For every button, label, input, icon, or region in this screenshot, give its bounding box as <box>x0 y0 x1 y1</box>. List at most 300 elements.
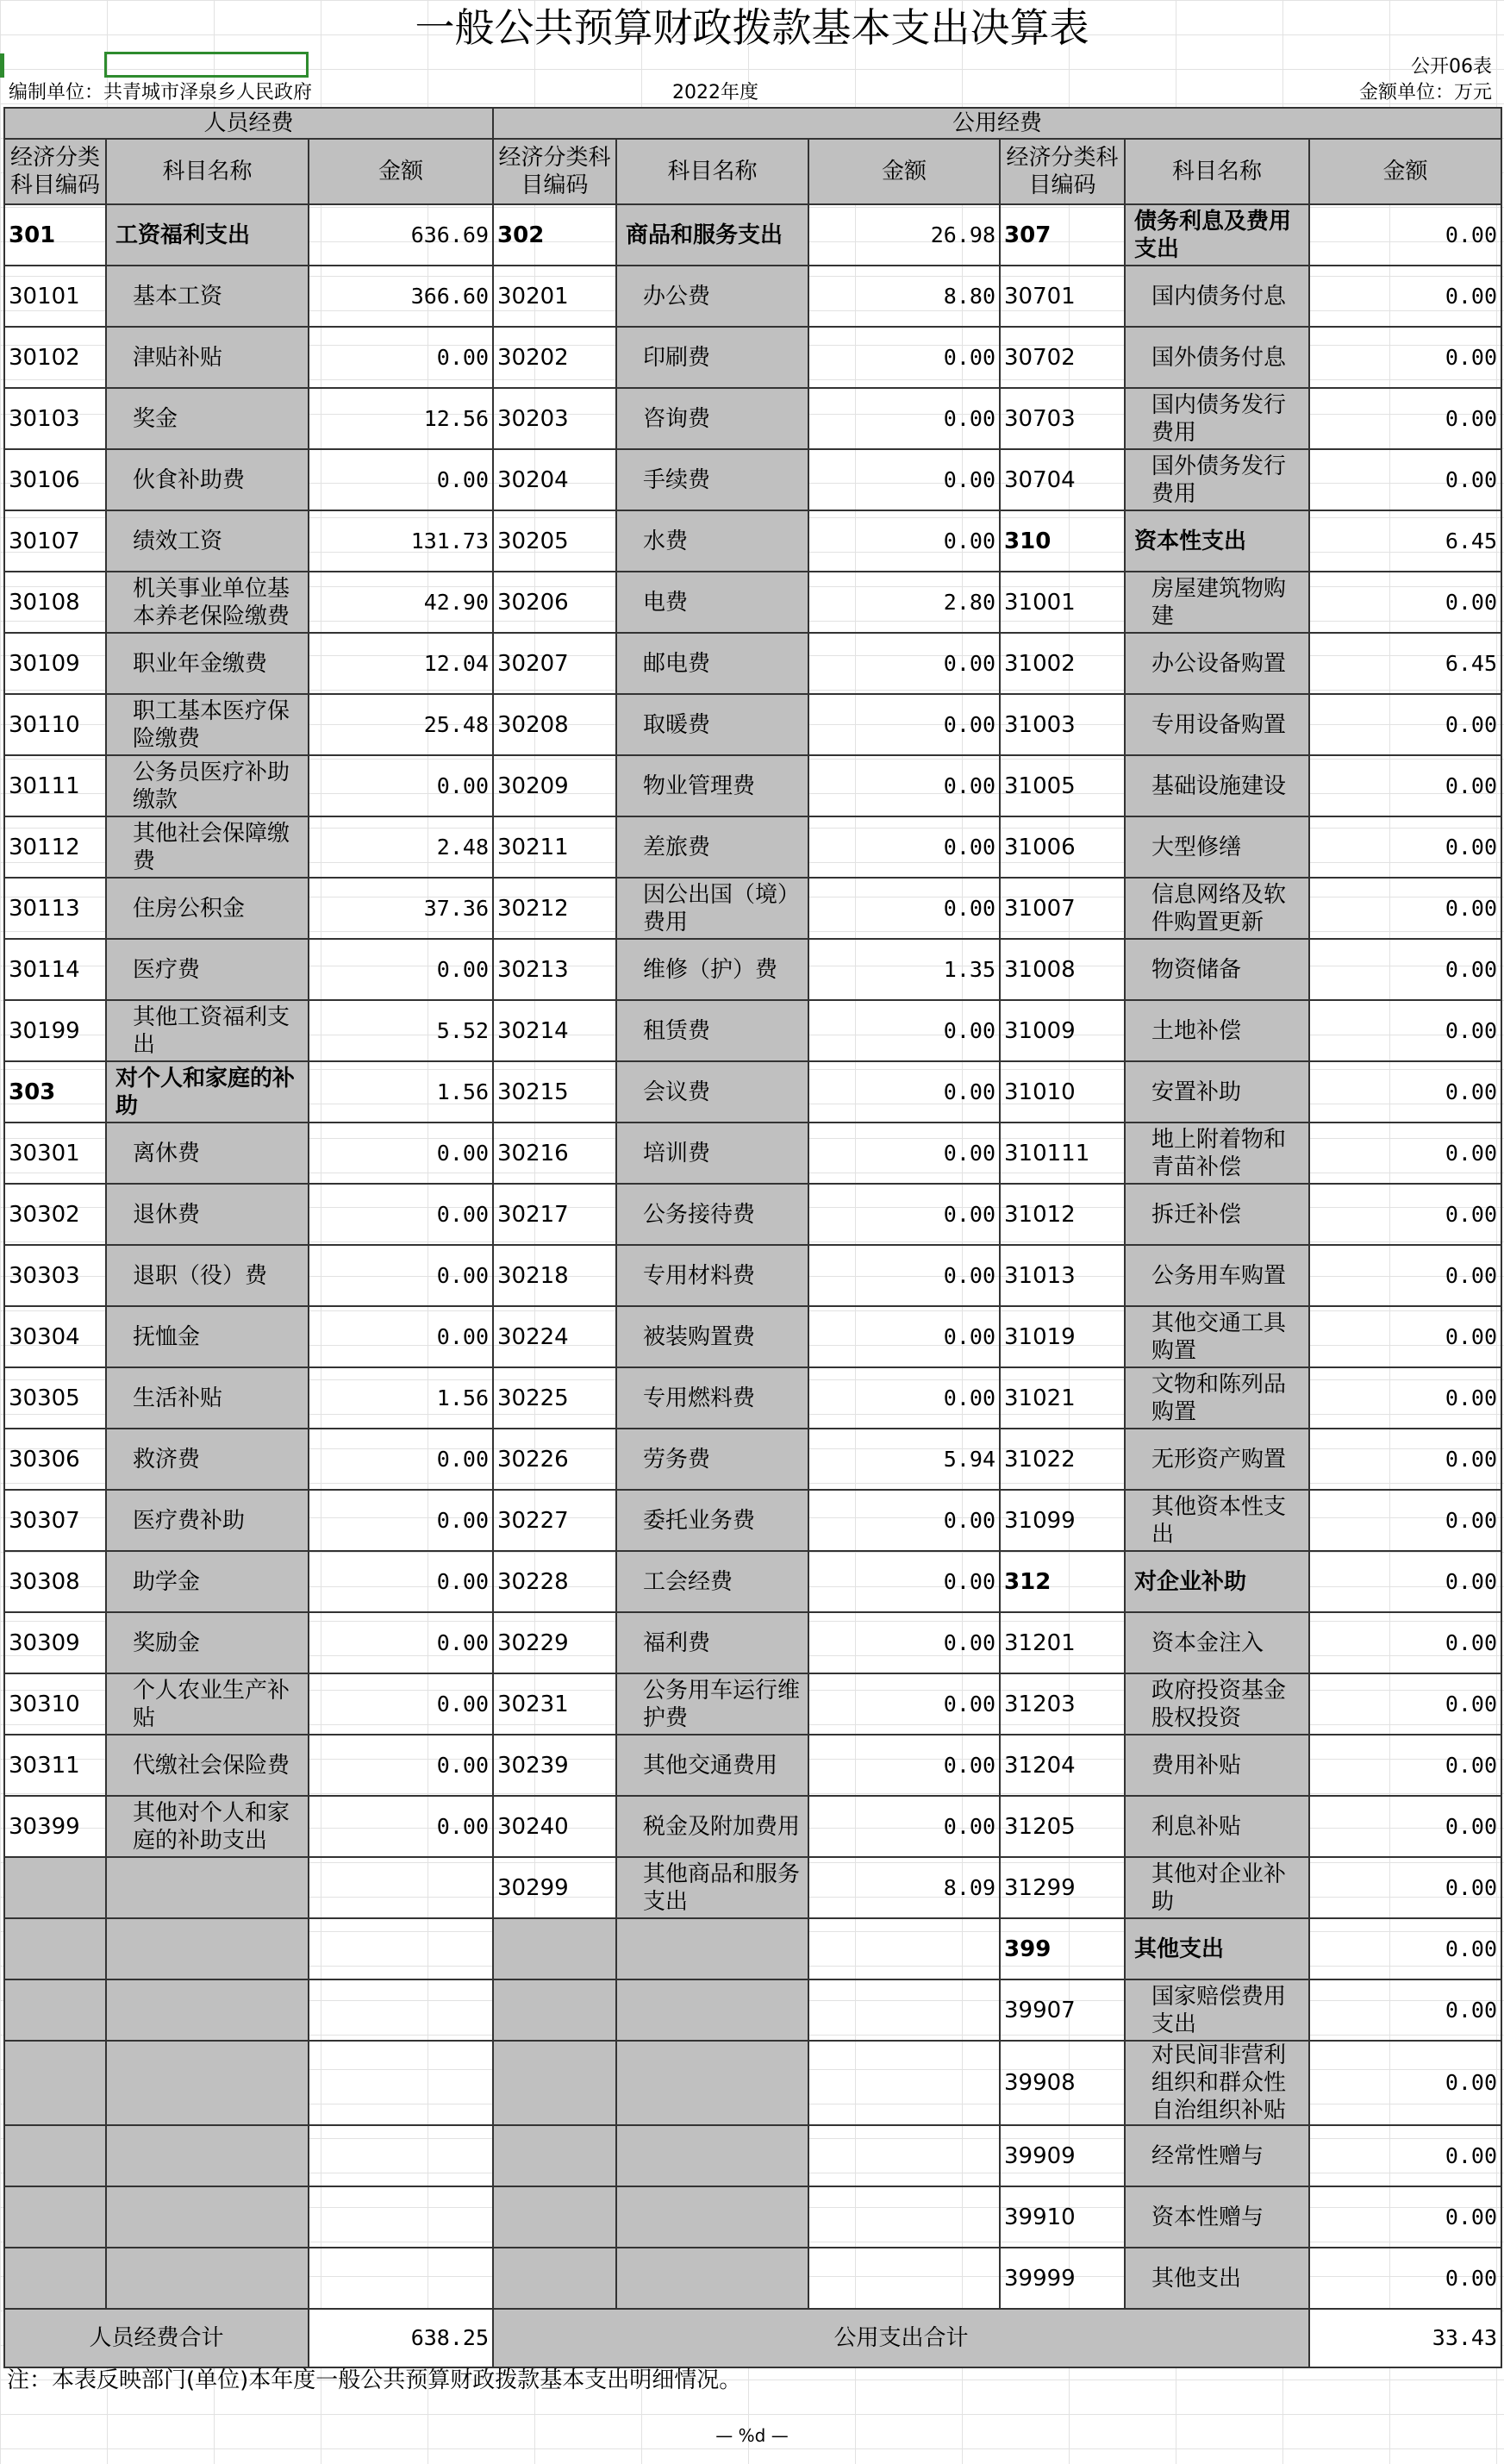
account-code[interactable]: 30308 <box>4 1551 106 1612</box>
amount-cell[interactable]: 0.00 <box>1309 1857 1501 1918</box>
account-code[interactable]: 30213 <box>493 939 616 1000</box>
amount-cell[interactable]: 0.00 <box>1309 1490 1501 1551</box>
amount-cell[interactable]: 0.00 <box>808 1551 1000 1612</box>
account-code[interactable]: 31299 <box>1000 1857 1125 1918</box>
account-code[interactable] <box>493 2041 616 2125</box>
account-name[interactable]: 福利费 <box>616 1612 808 1673</box>
account-name[interactable]: 利息补贴 <box>1125 1796 1309 1857</box>
account-name[interactable]: 机关事业单位基本养老保险缴费 <box>106 572 309 633</box>
amount-cell[interactable]: 0.00 <box>808 1367 1000 1429</box>
amount-cell[interactable]: 2.80 <box>808 572 1000 633</box>
amount-cell[interactable] <box>808 2125 1000 2186</box>
amount-cell[interactable]: 0.00 <box>1309 1551 1501 1612</box>
account-name[interactable]: 国内债务付息 <box>1125 266 1309 327</box>
account-name[interactable]: 其他对企业补助 <box>1125 1857 1309 1918</box>
account-name[interactable]: 其他交通费用 <box>616 1735 808 1796</box>
account-code[interactable]: 31205 <box>1000 1796 1125 1857</box>
amount-cell[interactable]: 0.00 <box>808 388 1000 449</box>
amount-cell[interactable]: 0.00 <box>808 1796 1000 1857</box>
account-code[interactable]: 30199 <box>4 1000 106 1061</box>
amount-cell[interactable]: 0.00 <box>309 1551 493 1612</box>
amount-cell[interactable]: 6.45 <box>1309 510 1501 572</box>
account-name[interactable] <box>616 2125 808 2186</box>
account-code[interactable]: 30216 <box>493 1123 616 1184</box>
account-code[interactable]: 30703 <box>1000 388 1125 449</box>
account-name[interactable]: 对企业补助 <box>1125 1551 1309 1612</box>
amount-cell[interactable]: 0.00 <box>1309 388 1501 449</box>
amount-cell[interactable]: 0.00 <box>1309 1673 1501 1735</box>
account-code[interactable]: 39908 <box>1000 2041 1125 2125</box>
account-name[interactable]: 印刷费 <box>616 327 808 388</box>
amount-cell[interactable]: 42.90 <box>309 572 493 633</box>
account-code[interactable]: 30399 <box>4 1796 106 1857</box>
amount-cell[interactable]: 0.00 <box>808 1245 1000 1306</box>
account-code[interactable]: 31013 <box>1000 1245 1125 1306</box>
amount-cell[interactable]: 8.80 <box>808 266 1000 327</box>
account-name[interactable]: 资本金注入 <box>1125 1612 1309 1673</box>
account-name[interactable]: 工会经费 <box>616 1551 808 1612</box>
account-code[interactable]: 310111 <box>1000 1123 1125 1184</box>
amount-cell[interactable]: 0.00 <box>1309 266 1501 327</box>
account-name[interactable]: 对个人和家庭的补助 <box>106 1061 309 1123</box>
amount-cell[interactable] <box>309 1918 493 1979</box>
account-name[interactable]: 会议费 <box>616 1061 808 1123</box>
amount-cell[interactable] <box>808 2186 1000 2248</box>
account-code[interactable]: 30207 <box>493 633 616 694</box>
account-code[interactable]: 31010 <box>1000 1061 1125 1123</box>
account-name[interactable]: 个人农业生产补贴 <box>106 1673 309 1735</box>
amount-cell[interactable]: 0.00 <box>1309 1735 1501 1796</box>
account-code[interactable]: 31019 <box>1000 1306 1125 1367</box>
amount-cell[interactable]: 0.00 <box>309 1673 493 1735</box>
account-name[interactable]: 其他资本性支出 <box>1125 1490 1309 1551</box>
account-name[interactable] <box>616 2041 808 2125</box>
account-name[interactable]: 其他社会保障缴费 <box>106 816 309 878</box>
account-code[interactable]: 30212 <box>493 878 616 939</box>
amount-cell[interactable]: 0.00 <box>808 1184 1000 1245</box>
account-code[interactable] <box>493 1979 616 2041</box>
amount-cell[interactable]: 0.00 <box>1309 939 1501 1000</box>
account-code[interactable]: 30311 <box>4 1735 106 1796</box>
amount-cell[interactable]: 0.00 <box>309 939 493 1000</box>
account-code[interactable]: 39999 <box>1000 2248 1125 2309</box>
account-code[interactable]: 31012 <box>1000 1184 1125 1245</box>
account-name[interactable]: 医疗费补助 <box>106 1490 309 1551</box>
amount-cell[interactable]: 0.00 <box>808 694 1000 755</box>
amount-cell[interactable]: 0.00 <box>1309 1306 1501 1367</box>
account-name[interactable] <box>106 1979 309 2041</box>
account-name[interactable]: 资本性支出 <box>1125 510 1309 572</box>
account-code[interactable]: 30301 <box>4 1123 106 1184</box>
amount-cell[interactable]: 0.00 <box>1309 204 1501 266</box>
account-code[interactable] <box>4 2041 106 2125</box>
account-name[interactable]: 办公费 <box>616 266 808 327</box>
amount-cell[interactable]: 0.00 <box>1309 878 1501 939</box>
account-name[interactable]: 生活补贴 <box>106 1367 309 1429</box>
amount-cell[interactable]: 0.00 <box>808 1000 1000 1061</box>
amount-cell[interactable]: 0.00 <box>1309 1184 1501 1245</box>
account-name[interactable]: 助学金 <box>106 1551 309 1612</box>
amount-cell[interactable]: 0.00 <box>309 1796 493 1857</box>
account-code[interactable]: 302 <box>493 204 616 266</box>
amount-cell[interactable]: 0.00 <box>309 1490 493 1551</box>
account-code[interactable]: 30306 <box>4 1429 106 1490</box>
account-name[interactable]: 工资福利支出 <box>106 204 309 266</box>
account-name[interactable]: 委托业务费 <box>616 1490 808 1551</box>
personnel-total-amount[interactable]: 638.25 <box>309 2309 493 2367</box>
amount-cell[interactable]: 0.00 <box>1309 694 1501 755</box>
amount-cell[interactable]: 0.00 <box>808 1123 1000 1184</box>
account-code[interactable]: 30240 <box>493 1796 616 1857</box>
account-code[interactable]: 30102 <box>4 327 106 388</box>
account-code[interactable]: 30113 <box>4 878 106 939</box>
account-code[interactable]: 30106 <box>4 449 106 510</box>
account-code[interactable]: 30215 <box>493 1061 616 1123</box>
account-code[interactable] <box>4 1857 106 1918</box>
amount-cell[interactable]: 0.00 <box>1309 1245 1501 1306</box>
account-code[interactable]: 39910 <box>1000 2186 1125 2248</box>
account-name[interactable]: 国外债务付息 <box>1125 327 1309 388</box>
amount-cell[interactable]: 0.00 <box>1309 1367 1501 1429</box>
account-name[interactable]: 拆迁补偿 <box>1125 1184 1309 1245</box>
amount-cell[interactable]: 5.52 <box>309 1000 493 1061</box>
account-code[interactable]: 30226 <box>493 1429 616 1490</box>
amount-cell[interactable]: 0.00 <box>1309 2041 1501 2125</box>
account-name[interactable]: 津贴补贴 <box>106 327 309 388</box>
account-name[interactable]: 费用补贴 <box>1125 1735 1309 1796</box>
account-code[interactable]: 30101 <box>4 266 106 327</box>
account-name[interactable] <box>106 2186 309 2248</box>
account-code[interactable]: 31201 <box>1000 1612 1125 1673</box>
amount-cell[interactable]: 0.00 <box>309 1306 493 1367</box>
account-name[interactable]: 其他工资福利支出 <box>106 1000 309 1061</box>
amount-cell[interactable]: 0.00 <box>309 1612 493 1673</box>
account-name[interactable]: 公务用车购置 <box>1125 1245 1309 1306</box>
account-name[interactable]: 资本性赠与 <box>1125 2186 1309 2248</box>
account-code[interactable]: 31099 <box>1000 1490 1125 1551</box>
account-name[interactable]: 专用材料费 <box>616 1245 808 1306</box>
account-code[interactable]: 399 <box>1000 1918 1125 1979</box>
account-code[interactable] <box>493 2186 616 2248</box>
amount-cell[interactable] <box>808 1979 1000 2041</box>
amount-cell[interactable]: 0.00 <box>309 755 493 816</box>
account-name[interactable]: 文物和陈列品购置 <box>1125 1367 1309 1429</box>
amount-cell[interactable] <box>808 2041 1000 2125</box>
account-name[interactable] <box>616 2248 808 2309</box>
account-code[interactable]: 30201 <box>493 266 616 327</box>
account-name[interactable]: 物业管理费 <box>616 755 808 816</box>
account-name[interactable]: 医疗费 <box>106 939 309 1000</box>
account-code[interactable]: 312 <box>1000 1551 1125 1612</box>
account-code[interactable]: 30205 <box>493 510 616 572</box>
amount-cell[interactable]: 0.00 <box>309 1184 493 1245</box>
amount-cell[interactable]: 0.00 <box>1309 1979 1501 2041</box>
amount-cell[interactable]: 0.00 <box>808 1306 1000 1367</box>
amount-cell[interactable]: 0.00 <box>309 1735 493 1796</box>
account-name[interactable] <box>616 1918 808 1979</box>
account-name[interactable]: 商品和服务支出 <box>616 204 808 266</box>
account-name[interactable]: 其他交通工具购置 <box>1125 1306 1309 1367</box>
amount-cell[interactable] <box>309 1979 493 2041</box>
amount-cell[interactable]: 0.00 <box>1309 1123 1501 1184</box>
account-code[interactable]: 30214 <box>493 1000 616 1061</box>
public-total-amount[interactable]: 33.43 <box>1309 2309 1501 2367</box>
amount-cell[interactable]: 0.00 <box>808 755 1000 816</box>
account-name[interactable]: 劳务费 <box>616 1429 808 1490</box>
amount-cell[interactable]: 0.00 <box>1309 1061 1501 1123</box>
amount-cell[interactable] <box>309 1857 493 1918</box>
account-code[interactable]: 30110 <box>4 694 106 755</box>
account-code[interactable]: 30228 <box>493 1551 616 1612</box>
amount-cell[interactable]: 1.56 <box>309 1367 493 1429</box>
account-code[interactable]: 30305 <box>4 1367 106 1429</box>
amount-cell[interactable] <box>309 2248 493 2309</box>
account-code[interactable]: 31007 <box>1000 878 1125 939</box>
account-name[interactable]: 奖金 <box>106 388 309 449</box>
account-code[interactable]: 30299 <box>493 1857 616 1918</box>
account-name[interactable]: 对民间非营利组织和群众性自治组织补贴 <box>1125 2041 1309 2125</box>
account-code[interactable]: 30227 <box>493 1490 616 1551</box>
account-name[interactable]: 住房公积金 <box>106 878 309 939</box>
account-name[interactable]: 专用设备购置 <box>1125 694 1309 755</box>
account-name[interactable] <box>106 2248 309 2309</box>
amount-cell[interactable]: 12.04 <box>309 633 493 694</box>
account-name[interactable]: 办公设备购置 <box>1125 633 1309 694</box>
account-name[interactable]: 差旅费 <box>616 816 808 878</box>
amount-cell[interactable]: 0.00 <box>1309 2186 1501 2248</box>
amount-cell[interactable]: 0.00 <box>309 1245 493 1306</box>
account-name[interactable] <box>616 2186 808 2248</box>
account-code[interactable]: 31003 <box>1000 694 1125 755</box>
account-code[interactable]: 30239 <box>493 1735 616 1796</box>
account-name[interactable]: 培训费 <box>616 1123 808 1184</box>
amount-cell[interactable]: 0.00 <box>808 1735 1000 1796</box>
account-name[interactable]: 公务用车运行维护费 <box>616 1673 808 1735</box>
account-code[interactable] <box>4 1979 106 2041</box>
account-code[interactable]: 30203 <box>493 388 616 449</box>
account-name[interactable]: 债务利息及费用支出 <box>1125 204 1309 266</box>
account-code[interactable]: 30702 <box>1000 327 1125 388</box>
account-code[interactable]: 30310 <box>4 1673 106 1735</box>
amount-cell[interactable]: 1.56 <box>309 1061 493 1123</box>
account-name[interactable]: 水费 <box>616 510 808 572</box>
selected-cell[interactable] <box>104 52 309 78</box>
amount-cell[interactable]: 0.00 <box>808 1612 1000 1673</box>
account-name[interactable]: 被装购置费 <box>616 1306 808 1367</box>
account-name[interactable]: 抚恤金 <box>106 1306 309 1367</box>
account-name[interactable]: 退职（役）费 <box>106 1245 309 1306</box>
amount-cell[interactable]: 0.00 <box>1309 1000 1501 1061</box>
account-code[interactable]: 30109 <box>4 633 106 694</box>
account-name[interactable]: 信息网络及软件购置更新 <box>1125 878 1309 939</box>
account-code[interactable]: 39907 <box>1000 1979 1125 2041</box>
account-name[interactable]: 代缴社会保险费 <box>106 1735 309 1796</box>
account-name[interactable]: 物资储备 <box>1125 939 1309 1000</box>
account-code[interactable]: 30204 <box>493 449 616 510</box>
account-name[interactable]: 因公出国（境）费用 <box>616 878 808 939</box>
account-name[interactable]: 租赁费 <box>616 1000 808 1061</box>
account-code[interactable]: 30701 <box>1000 266 1125 327</box>
account-code[interactable]: 30224 <box>493 1306 616 1367</box>
account-code[interactable]: 30218 <box>493 1245 616 1306</box>
account-name[interactable]: 其他对个人和家庭的补助支出 <box>106 1796 309 1857</box>
account-name[interactable]: 职工基本医疗保险缴费 <box>106 694 309 755</box>
amount-cell[interactable]: 0.00 <box>808 816 1000 878</box>
account-code[interactable] <box>4 2125 106 2186</box>
account-name[interactable]: 公务员医疗补助缴款 <box>106 755 309 816</box>
account-code[interactable] <box>493 2125 616 2186</box>
account-code[interactable] <box>4 2248 106 2309</box>
account-code[interactable]: 31008 <box>1000 939 1125 1000</box>
amount-cell[interactable]: 0.00 <box>1309 1429 1501 1490</box>
amount-cell[interactable]: 0.00 <box>309 327 493 388</box>
amount-cell[interactable] <box>309 2125 493 2186</box>
account-name[interactable]: 退休费 <box>106 1184 309 1245</box>
amount-cell[interactable] <box>309 2186 493 2248</box>
account-code[interactable]: 30302 <box>4 1184 106 1245</box>
amount-cell[interactable]: 0.00 <box>1309 1612 1501 1673</box>
account-name[interactable] <box>106 2041 309 2125</box>
account-name[interactable]: 取暖费 <box>616 694 808 755</box>
amount-cell[interactable]: 6.45 <box>1309 633 1501 694</box>
amount-cell[interactable]: 0.00 <box>808 1673 1000 1735</box>
account-name[interactable]: 房屋建筑物购建 <box>1125 572 1309 633</box>
amount-cell[interactable]: 0.00 <box>1309 2125 1501 2186</box>
account-name[interactable]: 地上附着物和青苗补偿 <box>1125 1123 1309 1184</box>
amount-cell[interactable]: 1.35 <box>808 939 1000 1000</box>
amount-cell[interactable]: 8.09 <box>808 1857 1000 1918</box>
account-name[interactable]: 基础设施建设 <box>1125 755 1309 816</box>
amount-cell[interactable] <box>309 2041 493 2125</box>
account-name[interactable]: 税金及附加费用 <box>616 1796 808 1857</box>
account-code[interactable]: 30309 <box>4 1612 106 1673</box>
account-name[interactable]: 职业年金缴费 <box>106 633 309 694</box>
amount-cell[interactable]: 0.00 <box>309 1429 493 1490</box>
account-name[interactable]: 其他支出 <box>1125 2248 1309 2309</box>
amount-cell[interactable]: 0.00 <box>808 510 1000 572</box>
amount-cell[interactable]: 0.00 <box>1309 2248 1501 2309</box>
account-code[interactable]: 31204 <box>1000 1735 1125 1796</box>
account-name[interactable]: 国内债务发行费用 <box>1125 388 1309 449</box>
account-name[interactable]: 无形资产购置 <box>1125 1429 1309 1490</box>
account-name[interactable]: 政府投资基金股权投资 <box>1125 1673 1309 1735</box>
amount-cell[interactable] <box>808 2248 1000 2309</box>
account-name[interactable] <box>616 1979 808 2041</box>
account-code[interactable]: 307 <box>1000 204 1125 266</box>
amount-cell[interactable]: 0.00 <box>1309 816 1501 878</box>
account-name[interactable]: 公务接待费 <box>616 1184 808 1245</box>
account-name[interactable] <box>106 2125 309 2186</box>
account-code[interactable]: 30206 <box>493 572 616 633</box>
amount-cell[interactable]: 26.98 <box>808 204 1000 266</box>
account-name[interactable]: 安置补助 <box>1125 1061 1309 1123</box>
account-name[interactable]: 土地补偿 <box>1125 1000 1309 1061</box>
account-code[interactable]: 301 <box>4 204 106 266</box>
account-code[interactable]: 30202 <box>493 327 616 388</box>
amount-cell[interactable]: 0.00 <box>808 449 1000 510</box>
amount-cell[interactable]: 37.36 <box>309 878 493 939</box>
account-code[interactable]: 30307 <box>4 1490 106 1551</box>
amount-cell[interactable]: 0.00 <box>1309 572 1501 633</box>
amount-cell[interactable]: 0.00 <box>1309 1918 1501 1979</box>
account-code[interactable]: 30112 <box>4 816 106 878</box>
amount-cell[interactable]: 0.00 <box>808 1490 1000 1551</box>
account-code[interactable]: 31001 <box>1000 572 1125 633</box>
account-code[interactable]: 39909 <box>1000 2125 1125 2186</box>
amount-cell[interactable]: 0.00 <box>808 1061 1000 1123</box>
account-code[interactable]: 31002 <box>1000 633 1125 694</box>
account-name[interactable]: 其他商品和服务支出 <box>616 1857 808 1918</box>
amount-cell[interactable]: 0.00 <box>1309 449 1501 510</box>
account-code[interactable]: 30704 <box>1000 449 1125 510</box>
account-code[interactable]: 31005 <box>1000 755 1125 816</box>
amount-cell[interactable] <box>808 1918 1000 1979</box>
amount-cell[interactable]: 12.56 <box>309 388 493 449</box>
account-name[interactable]: 咨询费 <box>616 388 808 449</box>
account-code[interactable]: 30111 <box>4 755 106 816</box>
account-code[interactable]: 30229 <box>493 1612 616 1673</box>
amount-cell[interactable]: 5.94 <box>808 1429 1000 1490</box>
account-name[interactable]: 国外债务发行费用 <box>1125 449 1309 510</box>
account-code[interactable] <box>4 2186 106 2248</box>
account-code[interactable]: 30217 <box>493 1184 616 1245</box>
account-code[interactable]: 30208 <box>493 694 616 755</box>
account-code[interactable]: 30114 <box>4 939 106 1000</box>
account-name[interactable]: 奖励金 <box>106 1612 309 1673</box>
account-code[interactable]: 30103 <box>4 388 106 449</box>
account-code[interactable]: 30225 <box>493 1367 616 1429</box>
amount-cell[interactable]: 0.00 <box>808 878 1000 939</box>
amount-cell[interactable]: 0.00 <box>808 327 1000 388</box>
account-code[interactable]: 30108 <box>4 572 106 633</box>
account-code[interactable]: 30304 <box>4 1306 106 1367</box>
amount-cell[interactable]: 0.00 <box>808 633 1000 694</box>
amount-cell[interactable]: 0.00 <box>1309 755 1501 816</box>
account-name[interactable]: 经常性赠与 <box>1125 2125 1309 2186</box>
account-name[interactable] <box>106 1918 309 1979</box>
account-name[interactable]: 国家赔偿费用支出 <box>1125 1979 1309 2041</box>
account-code[interactable]: 30303 <box>4 1245 106 1306</box>
account-code[interactable] <box>493 2248 616 2309</box>
account-name[interactable]: 电费 <box>616 572 808 633</box>
account-code[interactable]: 30231 <box>493 1673 616 1735</box>
account-code[interactable]: 30209 <box>493 755 616 816</box>
account-code[interactable]: 310 <box>1000 510 1125 572</box>
account-name[interactable]: 基本工资 <box>106 266 309 327</box>
account-code[interactable]: 303 <box>4 1061 106 1123</box>
account-code[interactable]: 31203 <box>1000 1673 1125 1735</box>
account-code[interactable]: 31006 <box>1000 816 1125 878</box>
account-name[interactable]: 大型修缮 <box>1125 816 1309 878</box>
account-code[interactable]: 30107 <box>4 510 106 572</box>
amount-cell[interactable]: 2.48 <box>309 816 493 878</box>
account-name[interactable]: 手续费 <box>616 449 808 510</box>
amount-cell[interactable]: 636.69 <box>309 204 493 266</box>
amount-cell[interactable]: 131.73 <box>309 510 493 572</box>
account-code[interactable]: 31009 <box>1000 1000 1125 1061</box>
account-code[interactable] <box>493 1918 616 1979</box>
account-name[interactable] <box>106 1857 309 1918</box>
amount-cell[interactable]: 25.48 <box>309 694 493 755</box>
account-name[interactable]: 离休费 <box>106 1123 309 1184</box>
amount-cell[interactable]: 0.00 <box>309 1123 493 1184</box>
account-name[interactable]: 专用燃料费 <box>616 1367 808 1429</box>
account-code[interactable]: 31022 <box>1000 1429 1125 1490</box>
amount-cell[interactable]: 0.00 <box>1309 327 1501 388</box>
amount-cell[interactable]: 0.00 <box>1309 1796 1501 1857</box>
account-name[interactable]: 救济费 <box>106 1429 309 1490</box>
amount-cell[interactable]: 0.00 <box>309 449 493 510</box>
